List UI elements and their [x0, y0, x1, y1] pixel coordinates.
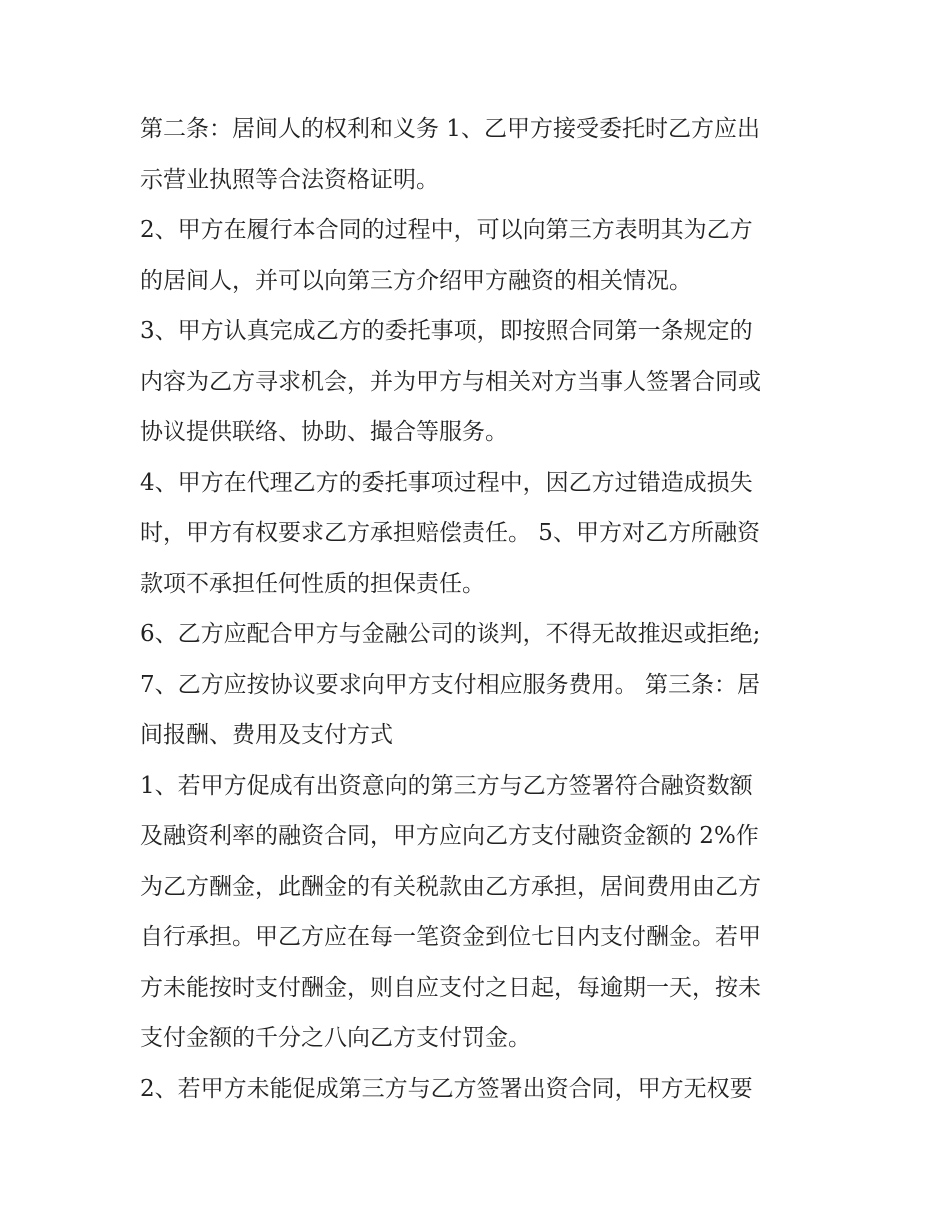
- text-line: 4、甲方在代理乙方的委托事项过程中，因乙方过错造成损失: [140, 469, 753, 496]
- text-line: 第二条：居间人的权利和义务 1、乙甲方接受委托时乙方应出: [140, 116, 760, 142]
- text-line: 1、若甲方促成有出资意向的第三方与乙方签署符合融资数额: [140, 772, 753, 799]
- text-line: 间报酬、费用及支付方式: [140, 722, 393, 748]
- text-line: 时，甲方有权要求乙方承担赔偿责任。 5、甲方对乙方所融资: [140, 520, 760, 546]
- contract-body: [140, 104, 820, 1114]
- text-line: 款项不承担任何性质的担保责任。: [140, 570, 485, 597]
- text-line: 方未能按时支付酬金，则自应支付之日起，每逾期一天，按未: [140, 974, 761, 1001]
- text-line: 内容为乙方寻求机会，并为甲方与相关对方当事人签署合同或: [140, 368, 761, 395]
- text-line: 支付金额的千分之八向乙方支付罚金。: [140, 1025, 531, 1051]
- text-line: 协议提供联络、协助、撮合等服务。: [140, 419, 508, 445]
- text-line: 7、乙方应按协议要求向甲方支付相应服务费用。 第三条：居: [140, 671, 760, 698]
- text-line: 为乙方酬金，此酬金的有关税款由乙方承担，居间费用由乙方: [140, 873, 761, 900]
- text-line: 6、乙方应配合甲方与金融公司的谈判，不得无故推迟或拒绝;: [140, 621, 761, 647]
- text-line: 示营业执照等合法资格证明。: [140, 166, 439, 193]
- text-line: 及融资利率的融资合同，甲方应向乙方支付融资金额的 2%作: [140, 823, 759, 849]
- text-line: 自行承担。甲乙方应在每一笔资金到位七日内支付酬金。若甲: [140, 924, 761, 950]
- text-line: 2、若甲方未能促成第三方与乙方签署出资合同，甲方无权要: [140, 1075, 753, 1102]
- text-line: 2、甲方在履行本合同的过程中，可以向第三方表明其为乙方: [140, 217, 753, 243]
- text-line: 的居间人，并可以向第三方介绍甲方融资的相关情况。: [140, 267, 692, 294]
- text-line: 3、甲方认真完成乙方的委托事项，即按照合同第一条规定的: [140, 318, 753, 344]
